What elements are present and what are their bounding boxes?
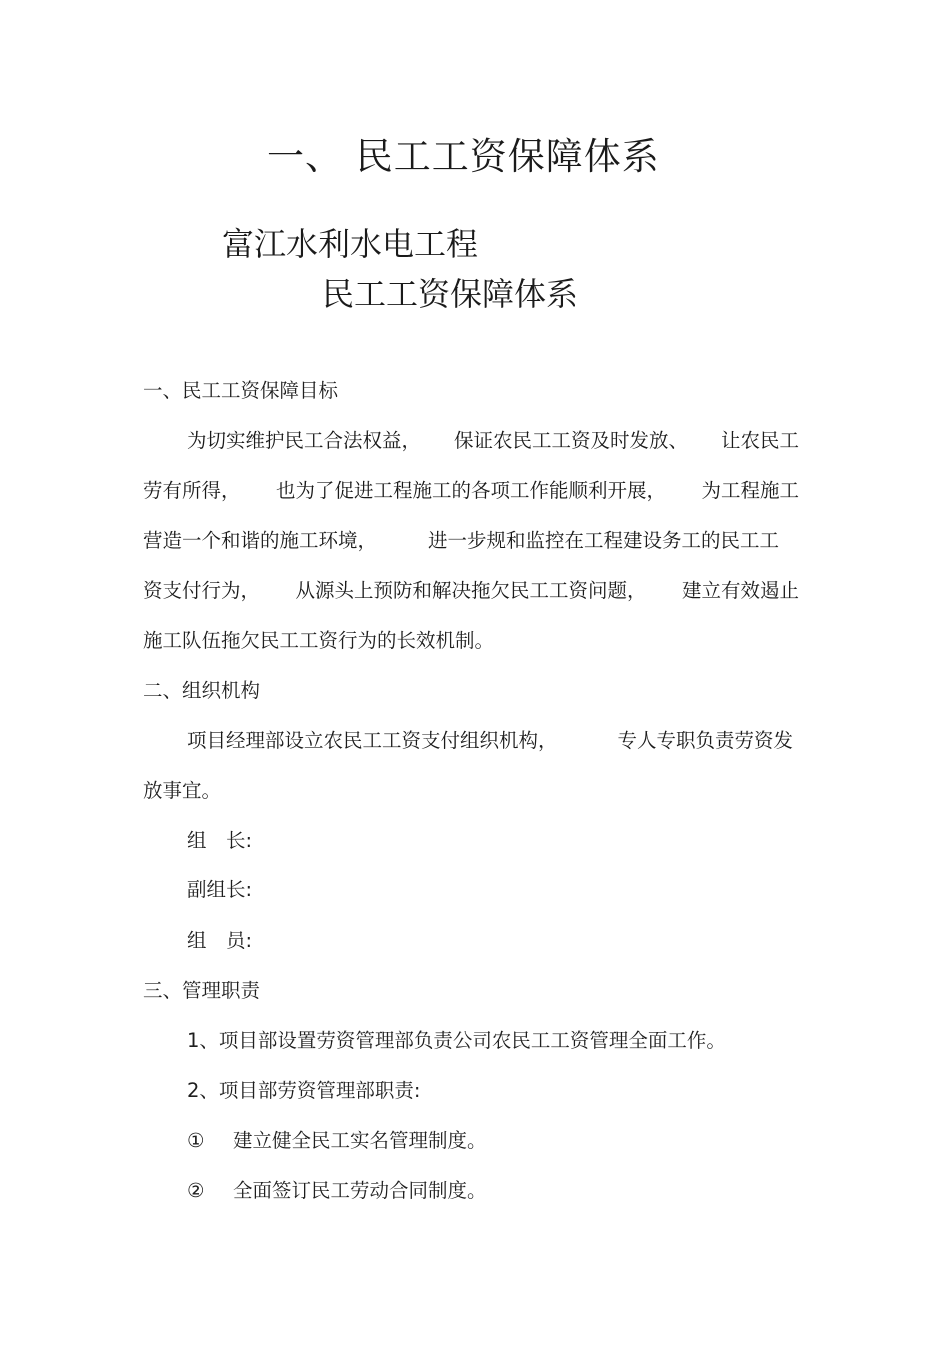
section1-para-line1 xyxy=(187,431,799,451)
duty-sub-item xyxy=(187,1131,487,1151)
text-segment: 营造一个和谐的施工环境， xyxy=(143,529,378,552)
section1-para-last-line: 施工队伍拖欠民工工资行为的长效机制。 xyxy=(143,629,495,652)
duty-item-1: 1、项目部设置劳资管理部负责公司农民工工资管理全面工作。 xyxy=(187,1029,726,1052)
duty-sub-item-text: 全面签订民工劳动合同制度。 xyxy=(233,1179,487,1202)
text-segment: 资支付行为， xyxy=(143,579,261,602)
text-segment: 让农民工 xyxy=(720,429,799,452)
duty-item-2: 2、项目部劳资管理部职责: xyxy=(187,1079,421,1102)
section2-para-last-line: 放事宜。 xyxy=(143,779,222,802)
duty-sub-item xyxy=(187,1181,487,1201)
role-deputy-leader: 副组长: xyxy=(187,878,253,901)
text-segment: 劳有所得， xyxy=(143,479,241,502)
section1-para-line3 xyxy=(143,531,779,551)
text-segment: 专人专职负责劳资发 xyxy=(617,729,793,752)
text-segment: 从源头上预防和解决拖欠民工工资问题， xyxy=(295,579,647,602)
role-member: 组 员: xyxy=(187,929,253,952)
circled-number-2: ② xyxy=(187,1179,205,1202)
text-segment: 为工程施工 xyxy=(701,479,799,502)
text-segment: 项目经理部设立农民工工资支付组织机构， xyxy=(187,729,558,752)
section1-para-line4 xyxy=(143,581,799,601)
circled-number-1: ① xyxy=(187,1129,205,1152)
text-segment: 为切实维护民工合法权益， xyxy=(187,429,422,452)
text-segment: 保证农民工工资及时发放、 xyxy=(453,429,688,452)
duty-sub-item-text: 建立健全民工实名管理制度。 xyxy=(233,1129,487,1152)
main-title: 一、 民工工资保障体系 xyxy=(267,135,660,178)
role-leader: 组 长: xyxy=(187,829,253,852)
text-segment: 进一步规和监控在工程建设务工的民工工 xyxy=(427,529,779,552)
section1-para-line2 xyxy=(143,481,799,501)
section2-heading: 二、组织机构 xyxy=(143,679,261,702)
system-title: 民工工资保障体系 xyxy=(322,275,579,313)
section2-para-line1 xyxy=(187,731,793,751)
section3-heading: 三、管理职责 xyxy=(143,979,261,1002)
project-title: 富江水利水电工程 xyxy=(222,225,479,263)
text-segment: 建立有效遏止 xyxy=(681,579,799,602)
text-segment: 也为了促进工程施工的各项工作能顺利开展， xyxy=(275,479,666,502)
section1-heading: 一、民工工资保障目标 xyxy=(143,379,339,402)
